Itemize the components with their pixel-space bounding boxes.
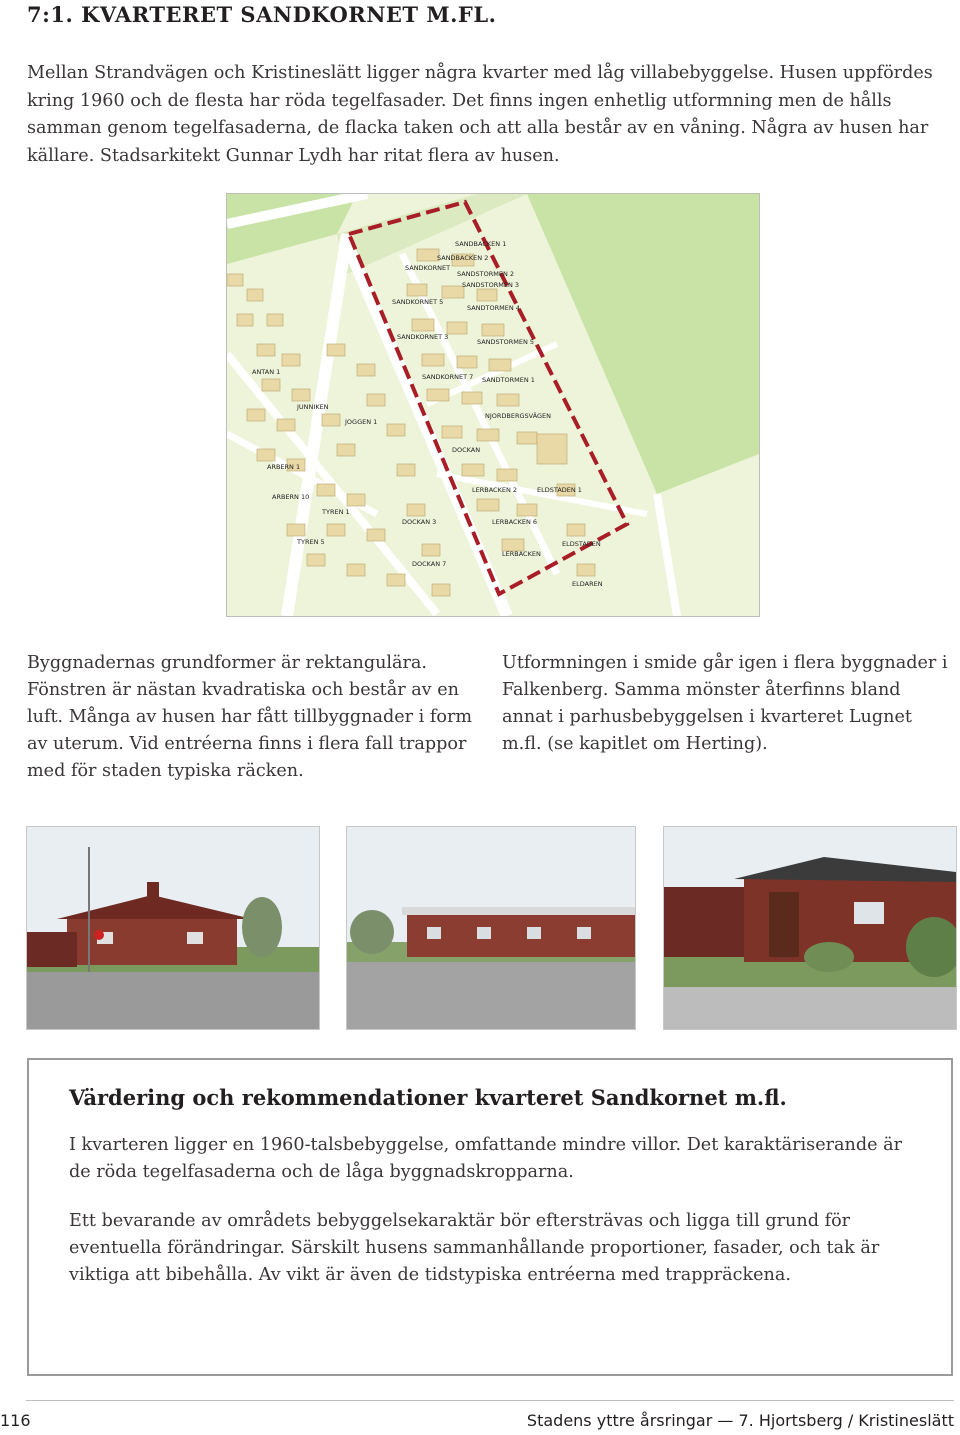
district-map <box>226 193 760 617</box>
intro-paragraph: Mellan Strandvägen och Kristineslätt ligger några kvarter med låg villabebyggelse. Husen uppfördes kring 1960 och de flesta har röda tegelfasader. Det finns ingen enhetlig utformning men de hålls samman genom tegelfasaderna, de flacka taken och att alla består av en våning. Några av husen har källare. Stadsarkitekt Gunnar Lydh har ritat flera av husen. <box>27 63 933 166</box>
svg-text:TYREN 5: TYREN 5 <box>297 538 325 546</box>
svg-text:SANDBACKEN 2: SANDBACKEN 2 <box>437 254 489 262</box>
page-number: 116 <box>0 1411 31 1430</box>
svg-text:DOCKAN 7: DOCKAN 7 <box>412 560 447 568</box>
svg-text:SANDTORMEN 4: SANDTORMEN 4 <box>467 304 520 312</box>
svg-text:SANDBACKEN 1: SANDBACKEN 1 <box>455 240 507 248</box>
photo-house-entrance <box>663 826 957 1030</box>
page-title: 7:1. KVARTERET SANDKORNET M.FL. <box>27 2 497 27</box>
svg-text:ARBERN 10: ARBERN 10 <box>272 493 310 501</box>
photo-house-row <box>346 826 636 1030</box>
svg-text:ANTAN 1: ANTAN 1 <box>252 368 281 376</box>
svg-text:DOCKAN: DOCKAN <box>452 446 481 454</box>
svg-text:ARBERN 1: ARBERN 1 <box>267 463 301 471</box>
svg-text:SANDKORNET 7: SANDKORNET 7 <box>422 373 474 381</box>
svg-text:ELDSTADEN: ELDSTADEN <box>562 540 601 548</box>
recommendation-paragraph-2: Ett bevarande av områdets bebyggelsekaraktär bör eftersträvas och ligga till grund för eventuella förändringar. Särskilt husens sammanhållande proportioner, fasader, och tak är viktiga att bibehålla. Av vikt är även de tidstypiska entréerna med trappräckena. <box>69 1211 880 1285</box>
svg-text:ELDSTADEN 1: ELDSTADEN 1 <box>537 486 582 494</box>
svg-text:TYREN 1: TYREN 1 <box>322 508 350 516</box>
svg-text:SANDKORNET: SANDKORNET <box>405 264 451 272</box>
svg-text:SANDKORNET 5: SANDKORNET 5 <box>392 298 444 306</box>
recommendation-box <box>27 1058 953 1376</box>
recommendation-heading: Värdering och rekommendationer kvarteret Sandkornet m.fl. <box>69 1085 787 1110</box>
svg-text:ELDAREN: ELDAREN <box>572 580 603 588</box>
footer-divider <box>26 1400 954 1401</box>
recommendation-paragraph-1: I kvarteren ligger en 1960-talsbebyggelse, omfattande mindre villor. Det karaktäriserande är de röda tegelfasaderna och de låga byggnadskropparna. <box>69 1135 903 1182</box>
svg-text:JUNNIKEN: JUNNIKEN <box>297 403 329 411</box>
svg-text:NJORDBERGSVÄGEN: NJORDBERGSVÄGEN <box>485 412 552 420</box>
photo-house-corner <box>26 826 320 1030</box>
svg-text:DOCKAN 3: DOCKAN 3 <box>402 518 437 526</box>
svg-text:SANDTORMEN 1: SANDTORMEN 1 <box>482 376 535 384</box>
left-column-text: Byggnadernas grundformer är rektangulära. Fönstren är nästan kvadratiska och består av en luft. Många av husen har fått tillbyggnader i form av uterum. Vid entréerna finns i flera fall trappor med för staden typiska räcken. <box>27 653 473 781</box>
svg-text:SANDSTORMEN 5: SANDSTORMEN 5 <box>477 338 535 346</box>
svg-text:SANDKORNET 3: SANDKORNET 3 <box>397 333 449 341</box>
svg-text:LERBACKEN: LERBACKEN <box>502 550 541 558</box>
running-footer: Stadens yttre årsringar — 7. Hjortsberg / Kristineslätt <box>526 1411 954 1430</box>
svg-text:JOGGEN 1: JOGGEN 1 <box>345 418 378 426</box>
right-column-text: Utformningen i smide går igen i flera byggnader i Falkenberg. Samma mönster återfinns bland annat i parhusbebyggelsen i kvarteret Lugnet m.fl. (se kapitlet om Herting). <box>502 653 948 754</box>
map-graphic <box>227 194 759 616</box>
svg-text:LERBACKEN 2: LERBACKEN 2 <box>472 486 518 494</box>
svg-text:SANDSTORMEN 3: SANDSTORMEN 3 <box>462 281 520 289</box>
svg-text:SANDSTORMEN 2: SANDSTORMEN 2 <box>457 270 515 278</box>
svg-text:LERBACKEN 6: LERBACKEN 6 <box>492 518 538 526</box>
